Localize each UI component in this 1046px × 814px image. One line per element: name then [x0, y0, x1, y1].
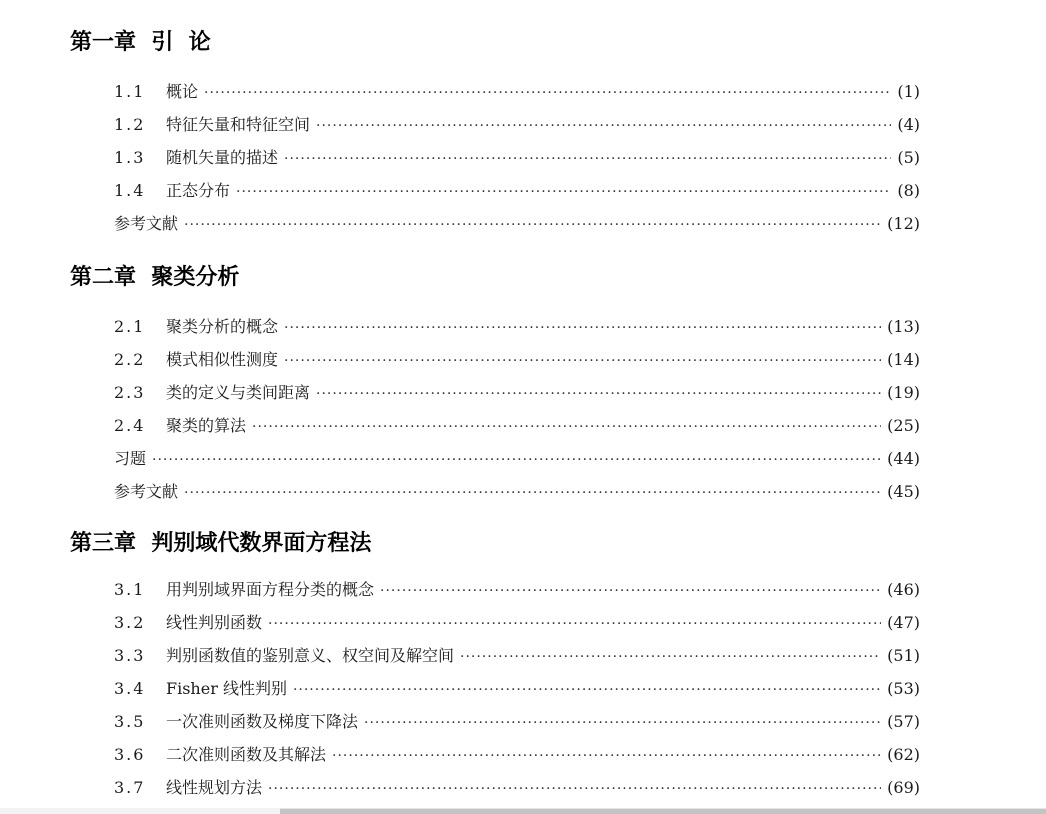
- toc-entry[interactable]: [114, 381, 920, 405]
- dot-leader: [236, 180, 891, 204]
- scrollbar-track: [0, 808, 280, 814]
- page-number: (19): [887, 383, 920, 402]
- page-number: (4): [897, 115, 920, 134]
- section-title: 线性判别函数: [166, 613, 263, 632]
- dot-leader: [293, 678, 881, 702]
- page-number: (14): [887, 350, 920, 369]
- section-title: 判别函数值的鉴别意义、权空间及解空间: [166, 646, 455, 665]
- section-number: 1.3: [114, 148, 146, 167]
- toc-entry[interactable]: [114, 179, 920, 203]
- toc-entry-references[interactable]: [114, 480, 920, 504]
- dot-leader: [184, 213, 881, 237]
- page-number: (47): [887, 613, 920, 632]
- page-number: (5): [897, 148, 920, 167]
- toc-entry[interactable]: [114, 644, 920, 668]
- page-number: (46): [887, 580, 920, 599]
- section-number: 1.1: [114, 82, 146, 101]
- page-number: (8): [897, 181, 920, 200]
- section-number: 2.2: [114, 350, 146, 369]
- section-title: Fisher 线性判别: [166, 679, 287, 698]
- toc-entry[interactable]: [114, 113, 920, 137]
- page-number: (1): [897, 82, 920, 101]
- section-number: 3.2: [114, 613, 146, 632]
- section-title: 特征矢量和特征空间: [166, 115, 311, 134]
- section-title: 线性规划方法: [166, 778, 263, 797]
- toc-entry-exercises[interactable]: [114, 447, 920, 471]
- toc-entry[interactable]: [114, 677, 920, 701]
- section-number: 3.4: [114, 679, 146, 698]
- dot-leader: [364, 711, 881, 735]
- section-number: 3.3: [114, 646, 146, 665]
- section-number: 1.4: [114, 181, 146, 200]
- section-number: 2.1: [114, 317, 146, 336]
- page-number: (53): [887, 679, 920, 698]
- page-number: (51): [887, 646, 920, 665]
- section-title: 聚类分析的概念: [166, 317, 279, 336]
- dot-leader: [204, 81, 891, 105]
- chapter-title: 第一章 引 论: [70, 30, 211, 55]
- dot-leader: [316, 382, 881, 406]
- section-title: 随机矢量的描述: [166, 148, 279, 167]
- entry-title: 习题: [114, 449, 147, 468]
- toc-entry[interactable]: [114, 315, 920, 339]
- page-number: (57): [887, 712, 920, 731]
- page-number: (62): [887, 745, 920, 764]
- entry-title: 参考文献: [114, 214, 179, 233]
- entry-title: 参考文献: [114, 482, 179, 501]
- chapter-title: 第二章 聚类分析: [70, 265, 240, 290]
- dot-leader: [284, 147, 891, 171]
- toc-entry[interactable]: [114, 146, 920, 170]
- page-number: (45): [887, 482, 920, 501]
- dot-leader: [152, 448, 881, 472]
- section-title: 聚类的算法: [166, 416, 247, 435]
- section-title: 一次准则函数及梯度下降法: [166, 712, 359, 731]
- section-number: 3.7: [114, 778, 146, 797]
- page-number: (44): [887, 449, 920, 468]
- dot-leader: [332, 744, 881, 768]
- dot-leader: [268, 777, 881, 801]
- scrollbar-thumb[interactable]: [280, 809, 1046, 814]
- toc-entry[interactable]: [114, 743, 920, 767]
- section-title: 模式相似性测度: [166, 350, 279, 369]
- section-title: 二次准则函数及其解法: [166, 745, 327, 764]
- toc-entry[interactable]: [114, 710, 920, 734]
- toc-entry[interactable]: [114, 611, 920, 635]
- dot-leader: [460, 645, 881, 669]
- page-number: (13): [887, 317, 920, 336]
- section-title: 用判别域界面方程分类的概念: [166, 580, 375, 599]
- horizontal-scrollbar[interactable]: [0, 808, 1046, 814]
- dot-leader: [252, 415, 881, 439]
- dot-leader: [284, 316, 881, 340]
- section-number: 3.6: [114, 745, 146, 764]
- page-number: (69): [887, 778, 920, 797]
- section-number: 2.4: [114, 416, 146, 435]
- dot-leader: [316, 114, 891, 138]
- section-number: 1.2: [114, 115, 146, 134]
- section-number: 3.1: [114, 580, 146, 599]
- dot-leader: [268, 612, 881, 636]
- dot-leader: [380, 579, 881, 603]
- toc-entry[interactable]: [114, 414, 920, 438]
- section-title: 正态分布: [166, 181, 231, 200]
- page-number: (12): [887, 214, 920, 233]
- toc-entry[interactable]: [114, 578, 920, 602]
- section-number: 3.5: [114, 712, 146, 731]
- dot-leader: [184, 481, 881, 505]
- toc-entry[interactable]: [114, 776, 920, 800]
- toc-entry[interactable]: [114, 348, 920, 372]
- chapter-title: 第三章 判别域代数界面方程法: [70, 531, 372, 556]
- section-number: 2.3: [114, 383, 146, 402]
- section-title: 类的定义与类间距离: [166, 383, 311, 402]
- toc-entry[interactable]: [114, 80, 920, 104]
- section-title: 概论: [166, 82, 199, 101]
- page-number: (25): [887, 416, 920, 435]
- toc-entry-references[interactable]: [114, 212, 920, 236]
- dot-leader: [284, 349, 881, 373]
